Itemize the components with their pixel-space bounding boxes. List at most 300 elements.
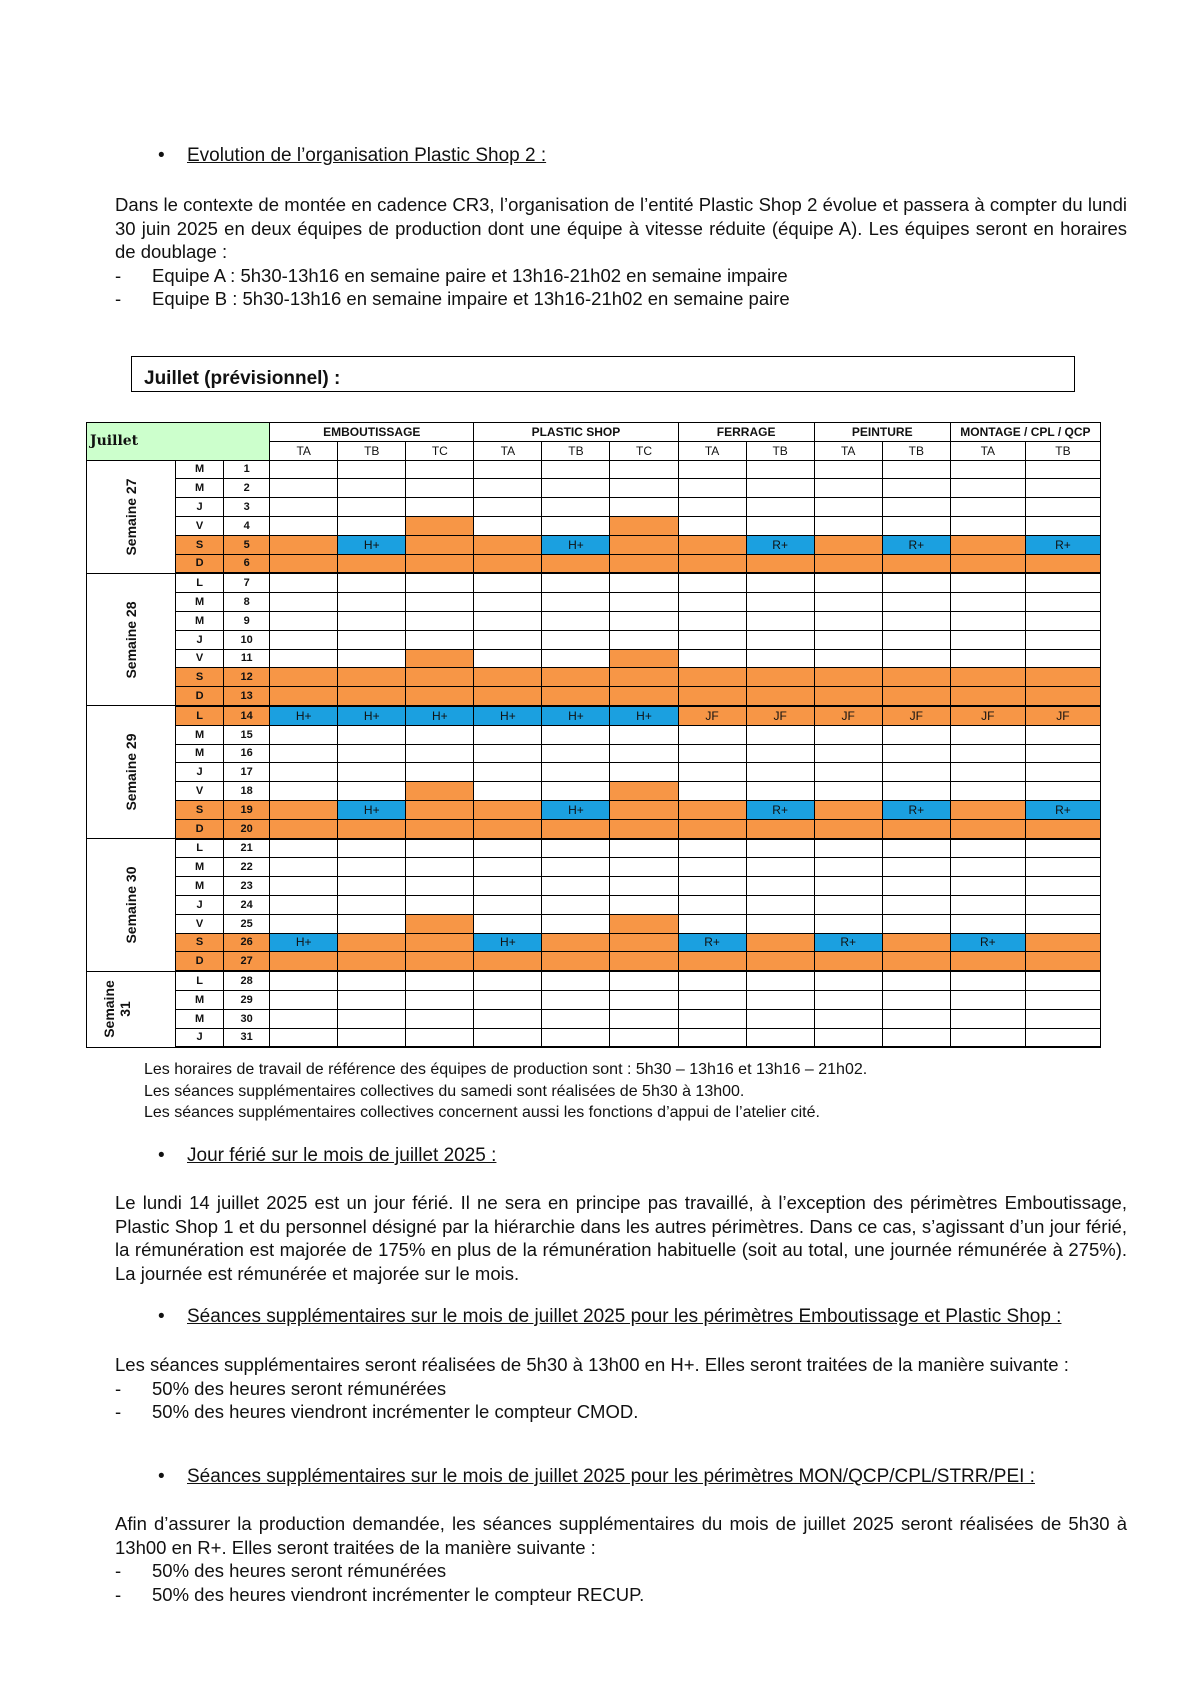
schedule-cell bbox=[338, 990, 406, 1009]
schedule-cell bbox=[950, 971, 1025, 990]
schedule-cell bbox=[678, 990, 746, 1009]
schedule-cell bbox=[406, 516, 474, 535]
section2-paragraph: Le lundi 14 juillet 2025 est un jour férié. Il ne sera en principe pas travaillé, à l’exception des périmètres Emboutissage, Plastic Shop 1 et du personnel désigné par la hiérarchie dans les autres périmètres. Dans ce cas, s’agissant d’un jour férié, la rémunération est majorée de 175% en plus de la rémunération habituelle (soit au total, une journée rémunérée à 275%). La journée est rémunérée et majorée sur le mois. bbox=[115, 1192, 1127, 1284]
schedule-cell bbox=[814, 971, 882, 990]
schedule-cell bbox=[882, 858, 950, 877]
schedule-cell bbox=[406, 630, 474, 649]
schedule-cell bbox=[406, 819, 474, 838]
section4-paragraph: Afin d’assurer la production demandée, les séances supplémentaires du mois de juillet 2025 seront réalisées de 5h30 à 13h00 en R+. Elles seront traitées de la manière suivante : bbox=[115, 1513, 1127, 1558]
team-header: TB bbox=[882, 441, 950, 460]
schedule-cell bbox=[814, 1028, 882, 1047]
schedule-cell bbox=[542, 914, 610, 933]
schedule-cell: R+ bbox=[882, 800, 950, 819]
schedule-cell bbox=[406, 782, 474, 801]
schedule-cell bbox=[678, 611, 746, 630]
schedule-cell bbox=[338, 573, 406, 592]
schedule-cell bbox=[678, 1009, 746, 1028]
schedule-cell bbox=[678, 895, 746, 914]
day-letter: S bbox=[176, 535, 224, 554]
schedule-cell bbox=[814, 460, 882, 479]
schedule-cell bbox=[950, 687, 1025, 706]
schedule-cell bbox=[746, 593, 814, 612]
schedule-cell bbox=[746, 858, 814, 877]
section4-heading-text: Séances supplémentaires sur le mois de juillet 2025 pour les périmètres MON/QCP/CPL/STRR/PEI : bbox=[187, 1466, 1035, 1487]
schedule-cell bbox=[338, 744, 406, 763]
schedule-cell bbox=[746, 914, 814, 933]
schedule-cell bbox=[746, 630, 814, 649]
schedule-cell bbox=[338, 479, 406, 498]
schedule-cell bbox=[270, 611, 338, 630]
day-letter: M bbox=[176, 725, 224, 744]
day-letter: J bbox=[176, 630, 224, 649]
schedule-cell bbox=[610, 725, 678, 744]
section1-heading-text: Evolution de l’organisation Plastic Shop 2 : bbox=[187, 145, 547, 166]
schedule-cell bbox=[814, 687, 882, 706]
schedule-cell bbox=[950, 819, 1025, 838]
schedule-cell bbox=[338, 516, 406, 535]
schedule-cell: H+ bbox=[542, 706, 610, 725]
schedule-row bbox=[87, 858, 1101, 877]
schedule-cell bbox=[678, 593, 746, 612]
schedule-cell bbox=[882, 819, 950, 838]
day-letter: M bbox=[176, 1009, 224, 1028]
department-header: EMBOUTISSAGE bbox=[270, 423, 474, 442]
schedule-cell bbox=[270, 593, 338, 612]
day-number: 25 bbox=[224, 914, 270, 933]
schedule-cell: R+ bbox=[814, 933, 882, 952]
schedule-cell bbox=[406, 593, 474, 612]
schedule-cell bbox=[950, 649, 1025, 668]
schedule-cell bbox=[1025, 554, 1100, 573]
schedule-cell bbox=[406, 895, 474, 914]
schedule-cell: JF bbox=[950, 706, 1025, 725]
schedule-cell bbox=[814, 800, 882, 819]
schedule-cell bbox=[746, 573, 814, 592]
schedule-cell bbox=[542, 744, 610, 763]
schedule-cell bbox=[882, 687, 950, 706]
week-label-text: Semaine 27 bbox=[123, 478, 140, 556]
schedule-cell bbox=[474, 877, 542, 896]
day-number: 2 bbox=[224, 479, 270, 498]
schedule-cell bbox=[338, 819, 406, 838]
schedule-cell bbox=[882, 839, 950, 858]
schedule-cell bbox=[814, 877, 882, 896]
schedule-cell bbox=[338, 593, 406, 612]
department-header: PEINTURE bbox=[814, 423, 950, 442]
schedule-row bbox=[87, 895, 1101, 914]
day-number: 11 bbox=[224, 649, 270, 668]
schedule-cell bbox=[746, 763, 814, 782]
schedule-cell bbox=[950, 782, 1025, 801]
schedule-cell bbox=[474, 498, 542, 517]
schedule-cell: JF bbox=[1025, 706, 1100, 725]
schedule-cell bbox=[406, 933, 474, 952]
schedule-cell bbox=[814, 649, 882, 668]
schedule-cell bbox=[406, 573, 474, 592]
schedule-cell bbox=[746, 554, 814, 573]
schedule-row bbox=[87, 706, 1101, 725]
schedule-cell bbox=[474, 593, 542, 612]
section3-body bbox=[115, 1353, 1127, 1424]
schedule-cell: R+ bbox=[882, 535, 950, 554]
schedule-cell bbox=[406, 1028, 474, 1047]
schedule-cell bbox=[678, 952, 746, 971]
schedule-cell bbox=[542, 1009, 610, 1028]
schedule-cell bbox=[610, 516, 678, 535]
schedule-row bbox=[87, 933, 1101, 952]
day-number: 12 bbox=[224, 668, 270, 687]
schedule-cell bbox=[814, 914, 882, 933]
day-number: 8 bbox=[224, 593, 270, 612]
schedule-cell bbox=[270, 649, 338, 668]
schedule-cell bbox=[678, 971, 746, 990]
schedule-cell bbox=[474, 516, 542, 535]
day-number: 19 bbox=[224, 800, 270, 819]
schedule-cell bbox=[270, 782, 338, 801]
schedule-cell bbox=[474, 952, 542, 971]
team-header: TA bbox=[814, 441, 882, 460]
schedule-cell bbox=[950, 593, 1025, 612]
schedule-cell bbox=[406, 649, 474, 668]
schedule-cell bbox=[1025, 839, 1100, 858]
schedule-cell bbox=[542, 649, 610, 668]
team-header: TB bbox=[542, 441, 610, 460]
schedule-cell bbox=[814, 763, 882, 782]
schedule-cell bbox=[1025, 933, 1100, 952]
schedule-cell bbox=[950, 498, 1025, 517]
schedule-cell bbox=[474, 858, 542, 877]
section3-paragraph: Les séances supplémentaires seront réalisées de 5h30 à 13h00 en H+. Elles seront traitées de la manière suivante : bbox=[115, 1354, 1069, 1375]
schedule-cell bbox=[678, 687, 746, 706]
schedule-cell bbox=[882, 516, 950, 535]
schedule-cell bbox=[1025, 1009, 1100, 1028]
schedule-cell bbox=[950, 516, 1025, 535]
schedule-cell bbox=[882, 933, 950, 952]
schedule-cell bbox=[882, 554, 950, 573]
schedule-cell bbox=[270, 952, 338, 971]
schedule-cell bbox=[1025, 914, 1100, 933]
schedule-cell bbox=[270, 554, 338, 573]
schedule-cell bbox=[270, 800, 338, 819]
day-number: 4 bbox=[224, 516, 270, 535]
schedule-cell bbox=[746, 877, 814, 896]
schedule-cell bbox=[814, 725, 882, 744]
schedule-cell bbox=[746, 971, 814, 990]
schedule-cell bbox=[746, 479, 814, 498]
week-label bbox=[87, 460, 176, 573]
schedule-cell bbox=[882, 914, 950, 933]
schedule-cell bbox=[882, 668, 950, 687]
schedule-cell bbox=[1025, 498, 1100, 517]
schedule-cell bbox=[338, 933, 406, 952]
schedule-cell bbox=[950, 800, 1025, 819]
schedule-cell bbox=[474, 914, 542, 933]
schedule-cell bbox=[270, 839, 338, 858]
schedule-cell bbox=[814, 573, 882, 592]
schedule-cell bbox=[406, 460, 474, 479]
schedule-cell bbox=[950, 479, 1025, 498]
schedule-row bbox=[87, 800, 1101, 819]
note-line: Les séances supplémentaires collectives du samedi sont réalisées de 5h30 à 13h00. bbox=[144, 1082, 745, 1100]
schedule-cell bbox=[406, 687, 474, 706]
schedule-cell bbox=[746, 990, 814, 1009]
day-letter: L bbox=[176, 839, 224, 858]
schedule-cell bbox=[1025, 952, 1100, 971]
schedule-row bbox=[87, 782, 1101, 801]
schedule-cell bbox=[746, 687, 814, 706]
schedule-cell bbox=[882, 630, 950, 649]
schedule-cell bbox=[678, 668, 746, 687]
schedule-cell bbox=[542, 895, 610, 914]
schedule-cell bbox=[746, 460, 814, 479]
schedule-cell bbox=[678, 744, 746, 763]
schedule-row bbox=[87, 763, 1101, 782]
schedule-row bbox=[87, 630, 1101, 649]
day-letter: S bbox=[176, 933, 224, 952]
schedule-cell bbox=[610, 1009, 678, 1028]
day-letter: J bbox=[176, 763, 224, 782]
schedule-cell bbox=[950, 858, 1025, 877]
day-letter: V bbox=[176, 914, 224, 933]
schedule-cell bbox=[950, 630, 1025, 649]
schedule-cell bbox=[950, 668, 1025, 687]
schedule-cell bbox=[610, 668, 678, 687]
schedule-cell bbox=[474, 782, 542, 801]
bullet-icon: • bbox=[158, 1145, 165, 1166]
day-number: 29 bbox=[224, 990, 270, 1009]
schedule-cell bbox=[406, 479, 474, 498]
schedule-cell bbox=[542, 877, 610, 896]
schedule-cell bbox=[882, 782, 950, 801]
schedule-cell bbox=[814, 593, 882, 612]
schedule-cell bbox=[406, 725, 474, 744]
schedule-cell bbox=[1025, 573, 1100, 592]
department-header: FERRAGE bbox=[678, 423, 814, 442]
schedule-cell bbox=[882, 744, 950, 763]
schedule-cell bbox=[678, 535, 746, 554]
team-header: TA bbox=[474, 441, 542, 460]
schedule-cell bbox=[474, 611, 542, 630]
schedule-cell bbox=[882, 649, 950, 668]
schedule-row bbox=[87, 877, 1101, 896]
schedule-cell bbox=[406, 744, 474, 763]
schedule-cell bbox=[474, 535, 542, 554]
schedule-cell bbox=[338, 1009, 406, 1028]
schedule-cell bbox=[1025, 668, 1100, 687]
schedule-cell bbox=[610, 554, 678, 573]
schedule-cell bbox=[610, 593, 678, 612]
schedule-cell bbox=[270, 1009, 338, 1028]
schedule-cell bbox=[542, 668, 610, 687]
schedule-cell bbox=[406, 800, 474, 819]
schedule-cell bbox=[542, 725, 610, 744]
week-label bbox=[87, 839, 176, 972]
schedule-cell: JF bbox=[678, 706, 746, 725]
schedule-cell bbox=[406, 668, 474, 687]
schedule-cell bbox=[474, 895, 542, 914]
week-label-text: Semaine 29 bbox=[123, 733, 140, 811]
schedule-cell bbox=[814, 535, 882, 554]
schedule-cell bbox=[746, 498, 814, 517]
schedule-cell: R+ bbox=[1025, 800, 1100, 819]
schedule-cell bbox=[542, 460, 610, 479]
schedule-cell bbox=[746, 516, 814, 535]
schedule-cell bbox=[950, 725, 1025, 744]
schedule-cell bbox=[882, 460, 950, 479]
schedule-cell bbox=[678, 858, 746, 877]
schedule-row bbox=[87, 554, 1101, 573]
schedule-cell bbox=[950, 877, 1025, 896]
day-number: 17 bbox=[224, 763, 270, 782]
schedule-cell bbox=[270, 990, 338, 1009]
schedule-cell bbox=[950, 839, 1025, 858]
day-letter: J bbox=[176, 895, 224, 914]
schedule-cell bbox=[1025, 1028, 1100, 1047]
schedule-cell bbox=[338, 554, 406, 573]
day-number: 3 bbox=[224, 498, 270, 517]
schedule-cell bbox=[814, 516, 882, 535]
schedule-cell bbox=[542, 971, 610, 990]
day-letter: L bbox=[176, 706, 224, 725]
schedule-cell bbox=[474, 839, 542, 858]
schedule-cell bbox=[270, 877, 338, 896]
schedule-cell bbox=[542, 782, 610, 801]
schedule-cell bbox=[950, 744, 1025, 763]
note-line: Les horaires de travail de référence des équipes de production sont : 5h30 – 13h16 et 13h16 – 21h02. bbox=[144, 1061, 868, 1078]
schedule-cell: H+ bbox=[270, 706, 338, 725]
section3-heading-text: Séances supplémentaires sur le mois de juillet 2025 pour les périmètres Emboutissage et Plastic Shop : bbox=[187, 1306, 1062, 1327]
schedule-cell bbox=[814, 990, 882, 1009]
schedule-cell bbox=[814, 1009, 882, 1028]
schedule-cell bbox=[1025, 479, 1100, 498]
schedule-cell bbox=[1025, 744, 1100, 763]
schedule-cell bbox=[610, 630, 678, 649]
schedule-cell bbox=[270, 914, 338, 933]
schedule-cell bbox=[338, 498, 406, 517]
schedule-cell bbox=[338, 630, 406, 649]
schedule-row bbox=[87, 1028, 1101, 1047]
schedule-cell bbox=[950, 990, 1025, 1009]
day-letter: D bbox=[176, 554, 224, 573]
schedule-cell bbox=[814, 952, 882, 971]
schedule-cell bbox=[542, 554, 610, 573]
schedule-cell bbox=[338, 858, 406, 877]
team-header: TC bbox=[406, 441, 474, 460]
schedule-cell bbox=[1025, 819, 1100, 838]
schedule-cell bbox=[610, 763, 678, 782]
day-letter: D bbox=[176, 687, 224, 706]
schedule-cell: H+ bbox=[270, 933, 338, 952]
department-header: PLASTIC SHOP bbox=[474, 423, 678, 442]
schedule-row bbox=[87, 535, 1101, 554]
schedule-cell: H+ bbox=[338, 800, 406, 819]
day-number: 18 bbox=[224, 782, 270, 801]
schedule-cell bbox=[882, 1028, 950, 1047]
schedule-row bbox=[87, 819, 1101, 838]
schedule-cell bbox=[338, 877, 406, 896]
day-letter: M bbox=[176, 990, 224, 1009]
schedule-cell: H+ bbox=[542, 800, 610, 819]
schedule-cell bbox=[474, 1028, 542, 1047]
schedule-cell bbox=[1025, 725, 1100, 744]
schedule-row bbox=[87, 1009, 1101, 1028]
schedule-cell bbox=[610, 498, 678, 517]
day-number: 28 bbox=[224, 971, 270, 990]
schedule-cell bbox=[610, 914, 678, 933]
note-line: Les séances supplémentaires collectives concernent aussi les fonctions d’appui de l’atelier cité. bbox=[144, 1104, 820, 1121]
section4-item: - 50% des heures seront rémunérées bbox=[115, 1559, 1127, 1583]
schedule-cell bbox=[678, 1028, 746, 1047]
section4-item: - 50% des heures viendront incrémenter le compteur RECUP. bbox=[115, 1583, 1127, 1607]
schedule-cell: JF bbox=[882, 706, 950, 725]
schedule-cell bbox=[678, 877, 746, 896]
day-number: 7 bbox=[224, 573, 270, 592]
day-number: 22 bbox=[224, 858, 270, 877]
schedule-cell: JF bbox=[814, 706, 882, 725]
schedule-cell bbox=[474, 971, 542, 990]
schedule-cell bbox=[678, 782, 746, 801]
schedule-cell bbox=[338, 668, 406, 687]
schedule-cell bbox=[1025, 877, 1100, 896]
schedule-cell bbox=[542, 593, 610, 612]
schedule-cell bbox=[814, 479, 882, 498]
schedule-cell bbox=[678, 839, 746, 858]
schedule-cell bbox=[882, 611, 950, 630]
schedule-cell bbox=[678, 498, 746, 517]
schedule-cell bbox=[746, 744, 814, 763]
schedule-cell bbox=[542, 630, 610, 649]
day-letter: L bbox=[176, 971, 224, 990]
schedule-cell bbox=[338, 763, 406, 782]
schedule-cell bbox=[610, 800, 678, 819]
schedule-cell bbox=[474, 460, 542, 479]
schedule-cell bbox=[610, 744, 678, 763]
schedule-cell bbox=[406, 877, 474, 896]
schedule-cell bbox=[746, 649, 814, 668]
schedule-cell bbox=[610, 573, 678, 592]
schedule-cell bbox=[814, 839, 882, 858]
schedule-cell bbox=[270, 498, 338, 517]
schedule-cell bbox=[406, 914, 474, 933]
schedule-cell bbox=[474, 479, 542, 498]
schedule-cell bbox=[474, 554, 542, 573]
schedule-cell bbox=[950, 1028, 1025, 1047]
schedule-cell bbox=[338, 971, 406, 990]
schedule-cell bbox=[542, 611, 610, 630]
schedule-cell bbox=[882, 877, 950, 896]
schedule-cell bbox=[1025, 687, 1100, 706]
section2-body bbox=[115, 1191, 1127, 1285]
schedule-cell bbox=[610, 782, 678, 801]
schedule-table bbox=[86, 422, 1101, 1048]
schedule-cell bbox=[610, 877, 678, 896]
schedule-cell bbox=[1025, 611, 1100, 630]
schedule-cell bbox=[474, 819, 542, 838]
schedule-cell bbox=[746, 668, 814, 687]
day-letter: M bbox=[176, 460, 224, 479]
schedule-cell bbox=[270, 573, 338, 592]
schedule-cell bbox=[610, 895, 678, 914]
schedule-cell bbox=[610, 971, 678, 990]
schedule-cell bbox=[1025, 763, 1100, 782]
day-number: 27 bbox=[224, 952, 270, 971]
schedule-cell bbox=[882, 573, 950, 592]
schedule-row bbox=[87, 839, 1101, 858]
schedule-cell: R+ bbox=[1025, 535, 1100, 554]
schedule-cell bbox=[270, 668, 338, 687]
schedule-cell bbox=[338, 782, 406, 801]
schedule-cell: H+ bbox=[474, 706, 542, 725]
